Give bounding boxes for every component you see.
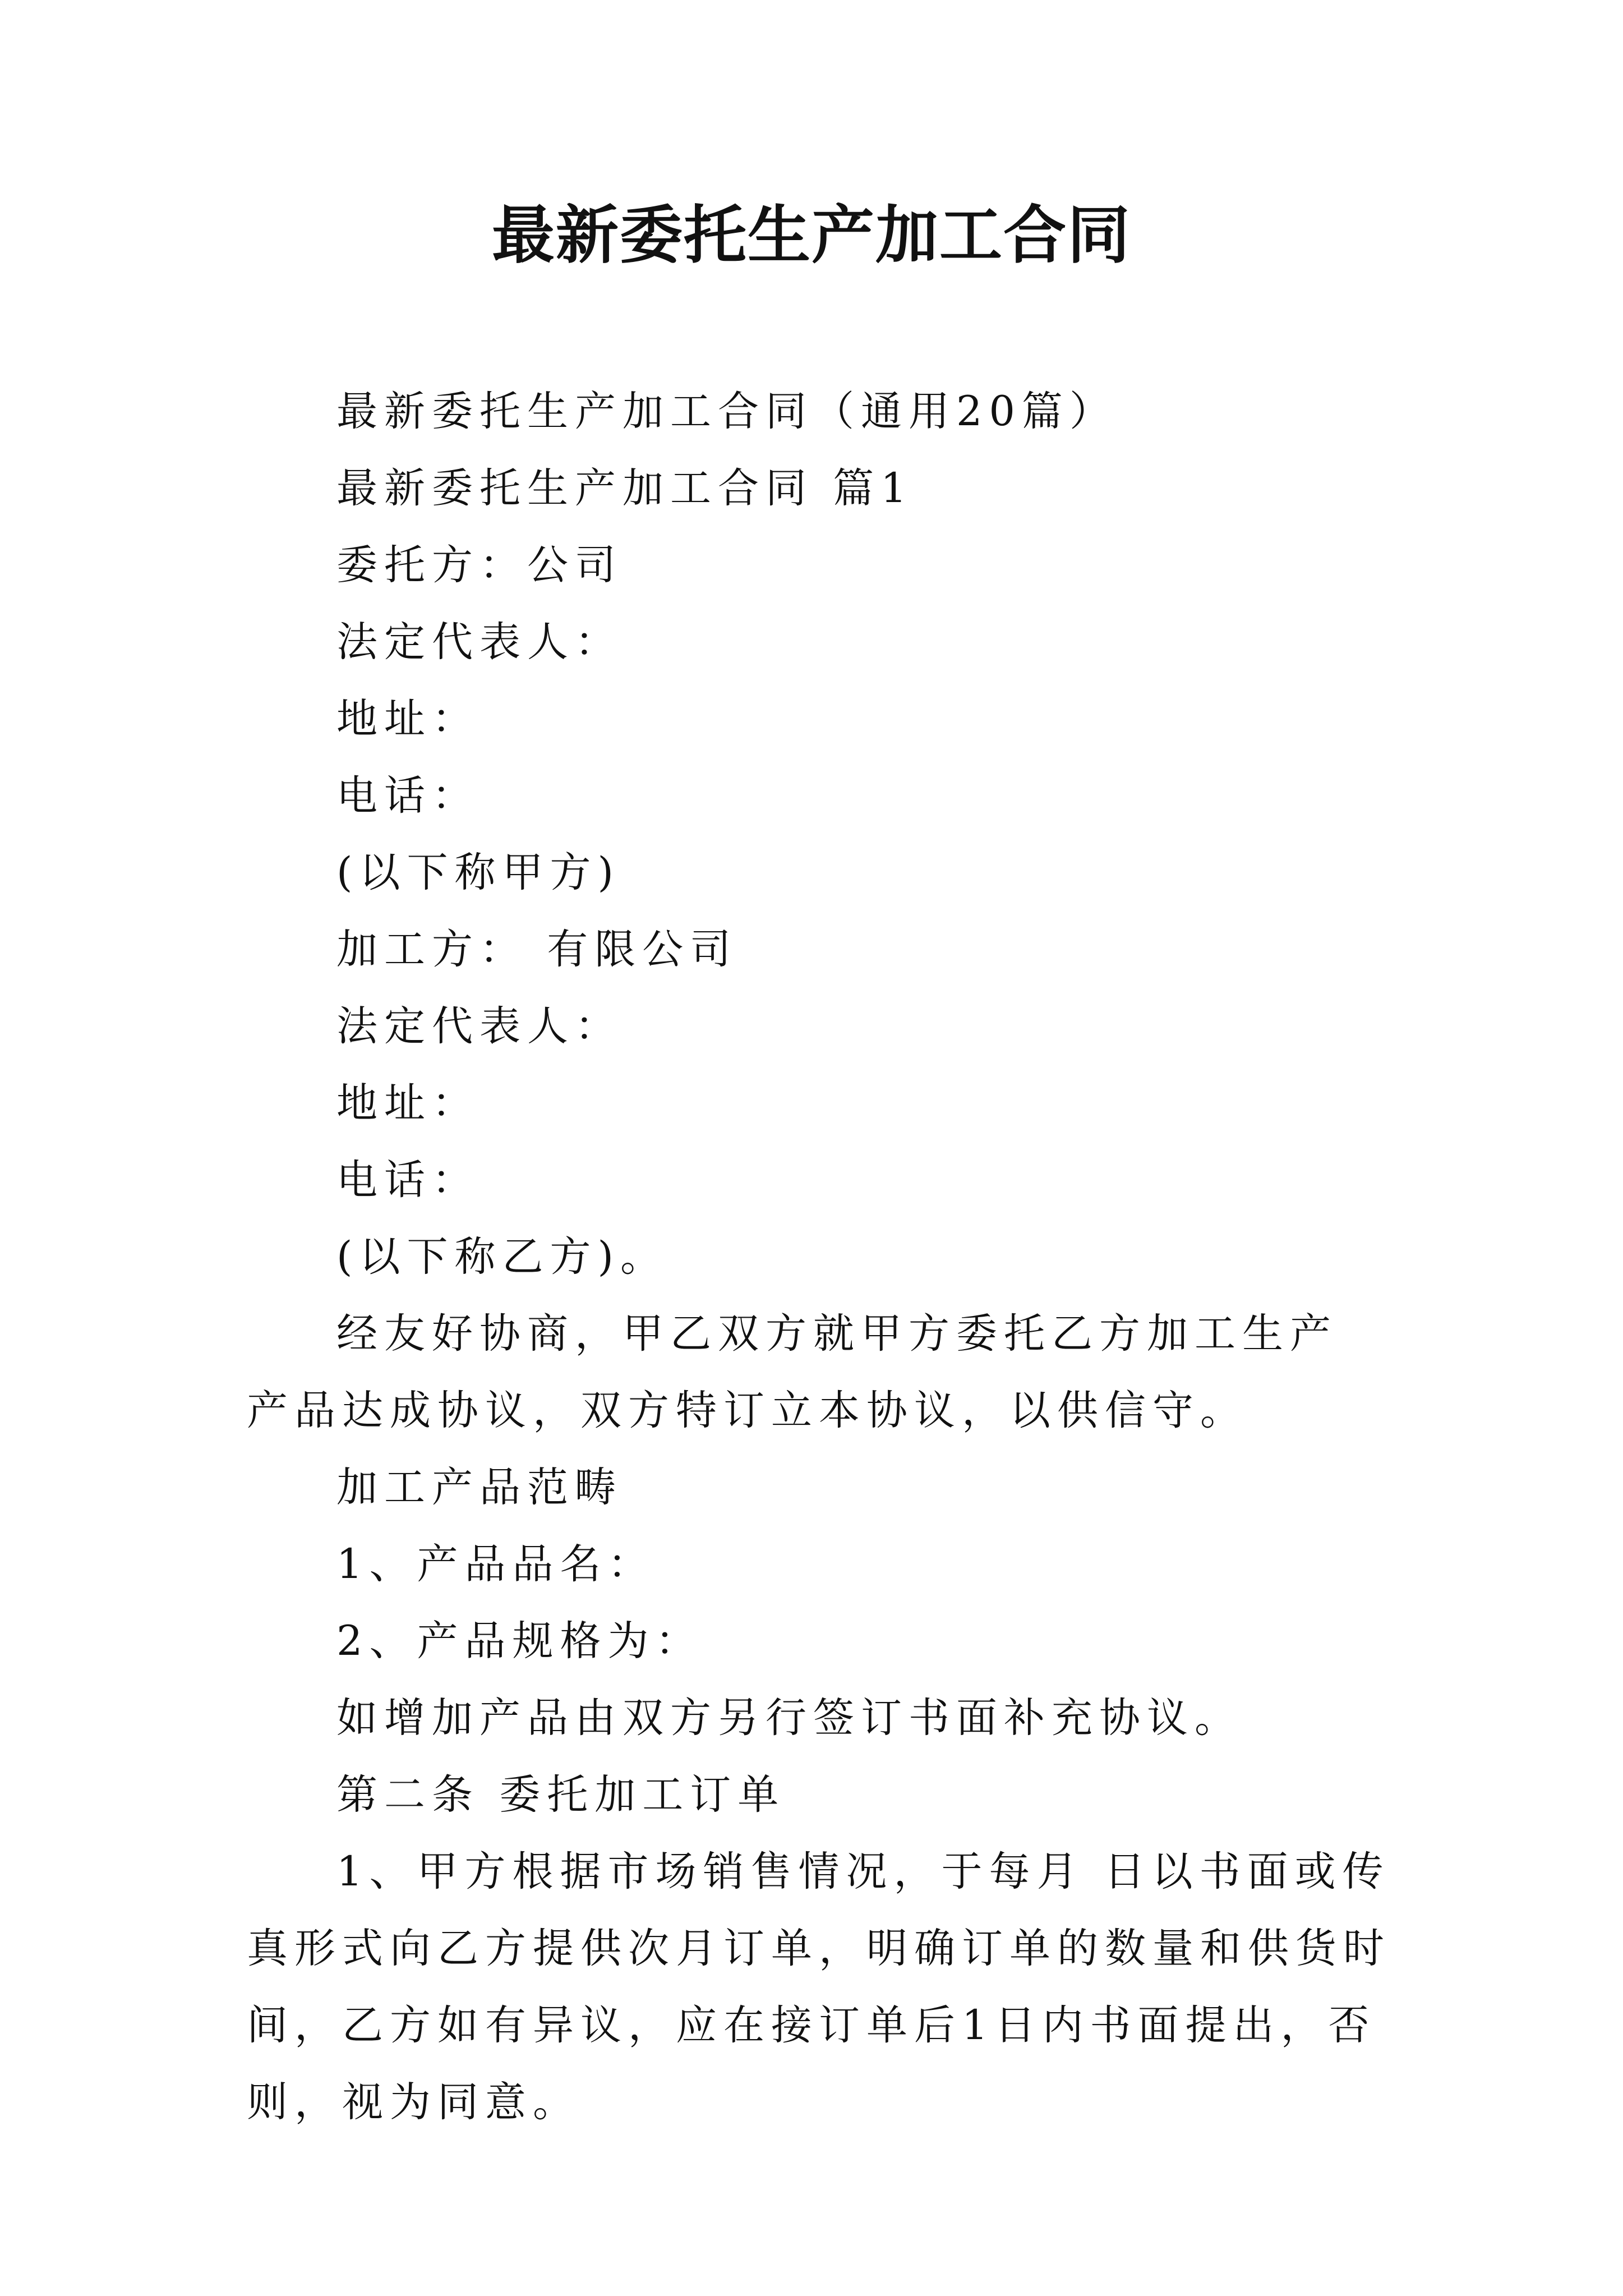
paragraph: 第二条 委托加工订单 [336,1771,786,1819]
paragraph: 法定代表人： [336,618,623,666]
paragraph: 地址： [336,695,479,743]
document-title: 最新委托生产加工合同 [492,199,1131,272]
paragraph: 1、甲方根据市场销售情况，于每月 日以书面或传真形式向乙方提供次月订单，明确订单的数量和供货时间，乙方如有异议，应在接订单后1日内书面提出，否则，视为同意。 [247,1848,1391,2126]
paragraph: 加工产品范畴 [336,1464,623,1511]
paragraph: 2、产品规格为： [336,1617,703,1665]
document-body [247,373,1391,2141]
paragraph: 加工方： 有限公司 [336,926,738,973]
paragraph: 委托方：公司 [336,541,623,589]
paragraph: 经友好协商，甲乙双方就甲方委托乙方加工生产 产品达成协议，双方特订立本协议，以供信守。 [247,1310,1338,1434]
paragraph: 电话： [336,1156,479,1204]
paragraph: (以下称甲方) [336,849,620,896]
paragraph: 地址： [336,1079,479,1127]
paragraph: 电话： [336,772,479,820]
paragraph: 最新委托生产加工合同（通用20篇） [336,388,1117,435]
paragraph: 法定代表人： [336,1002,623,1050]
paragraph: 1、产品品名： [336,1540,656,1588]
paragraph: 如增加产品由双方另行签订书面补充协议。 [336,1694,1242,1742]
paragraph: 最新委托生产加工合同 篇1 [336,464,914,512]
paragraph: (以下称乙方)。 [336,1233,668,1281]
